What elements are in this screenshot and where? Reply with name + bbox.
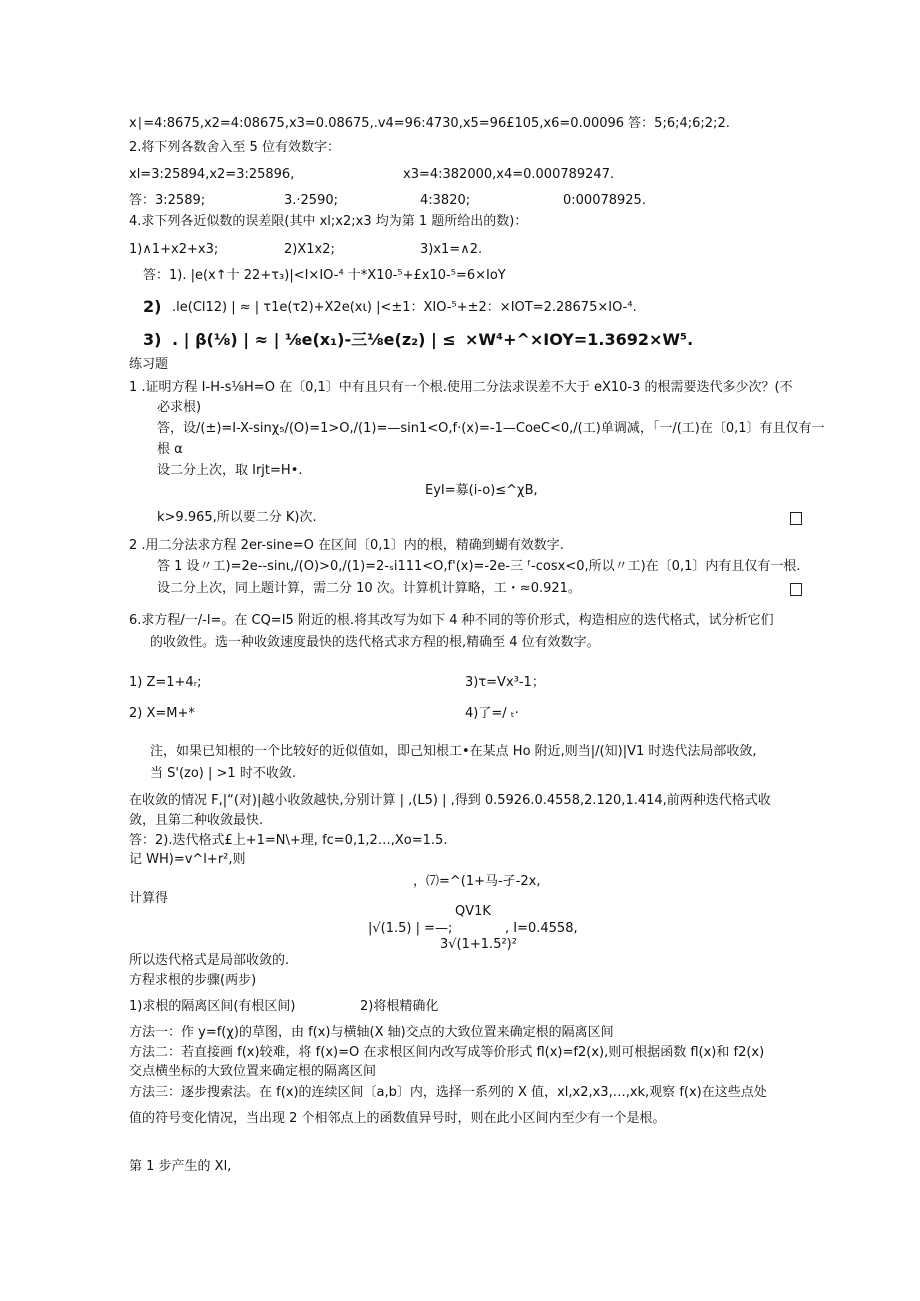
text-line: 6.求方程/一/-l=。在 CQ=I5 附近的根.将其改写为如下 4 种不同的等价形式，构造相应的迭代格式，试分析它们: [129, 613, 774, 628]
text-line: 答 1 设〃工)=2e--sinι,/(O)>0,/(1)=2-ₛi111<O,f'(x)=-2e-三 ᶠ-cosx<0,所以〃工)在〔0,1〕内有且仅有一根.: [157, 559, 801, 574]
text-line: 答：1). |e(x↑十 22+τ₃)|<I×IO-⁴ 十*X10-⁵+£x10-⁵=6×IoY: [143, 268, 506, 283]
text-line: 3)x1=∧2.: [420, 242, 483, 257]
text-line: 在收敛的情况 F,|“(对)|越小收敛越快,分别计算 | ,(L5) | ,得到 0.5926.0.4558,2.120,1.414,前两种迭代格式收: [129, 793, 771, 808]
text-line: 3)τ=Vx³-1；: [465, 675, 545, 690]
text-line: 方法二：若直接画 f(x)较难，将 f(x)=O 在求根区间内改写成等价形式 fl(x)=f2(x),则可根据函数 fl(x)和 f2(x): [129, 1045, 765, 1060]
text-line: 2) X=M+*: [129, 706, 195, 721]
text-line: ，⑺=^(1+马-孑-2x,: [413, 874, 541, 889]
text-line: xl=3:25894,x2=3:25896,: [129, 167, 295, 182]
text-line: 方法一：作 y=f(χ)的草图，由 f(x)与横轴(X 轴)交点的大致位置来确定根的隔离区间: [129, 1025, 614, 1040]
text-line: .le(Cl12) | ≈ | τ1e(τ2)+X2e(xι) |<±1：XIO-⁵+±2：×IOT=2.28675×IO-⁴.: [172, 300, 637, 315]
text-line: 答，设/(±)=I-X-sinχ₅/(O)=1>O,/(1)=—sin1<O,f·(x)=-1—CoeC<0,/(工)单调减，「一/(工)在〔0,1〕有且仅有一: [157, 421, 825, 436]
text-line: k>9.965,所以要二分 K)次.: [157, 510, 317, 525]
text-line: EyI=募(i-o)≤^χB,: [425, 483, 538, 498]
text-line: x∣=4:8675,x2=4:08675,x3=0.08675,.v4=96:4730,x5=96£105,x6=0.00096 答：5;6;4;6;2;2.: [129, 116, 730, 131]
text-line: 0:00078925.: [563, 193, 646, 208]
proof-end-box: [790, 512, 802, 525]
text-line: 4:3820;: [420, 193, 471, 208]
text-line: 设二分上次，取 Irjt=H•.: [157, 463, 303, 478]
text-line: 注，如果已知根的一个比较好的近似值如，即己知根工•在某点 Ho 附近,则当|/(知)|V1 时迭代法局部收敛,: [150, 744, 757, 759]
text-line: 所以迭代格式是局部收敛的.: [129, 953, 290, 968]
text-line: 根 α: [157, 442, 183, 457]
text-line: 答：2).迭代格式£上+1=N\+理, fc=0,1,2…,Xo=1.5.: [129, 833, 448, 848]
text-line: 1 .证明方程 I-H-s⅛H=O 在〔0,1〕中有且只有一个根.使用二分法求误差不大于 eX10-3 的根需要迭代多少次？(不: [129, 380, 793, 395]
proof-end-box: [790, 583, 802, 596]
text-line: 练习题: [129, 357, 169, 372]
text-line: 1) Z=1+4ᵣ;: [129, 675, 202, 690]
text-line: ×W⁴+^×IOY=1.3692×W⁵.: [465, 330, 694, 349]
text-line: 的收敛性。选一种收敛速度最快的迭代格式求方程的根,精确至 4 位有效数字。: [150, 635, 600, 650]
text-line: 计算得: [129, 891, 169, 906]
text-line: 1)求根的隔离区间(有根区间): [129, 999, 296, 1014]
text-line: 敛，且第二种收敛最快.: [129, 813, 264, 828]
text-line: |√(1.5) | =—;: [368, 921, 453, 936]
text-line: 交点横坐标的大致位置来确定根的隔离区间: [129, 1064, 377, 1079]
text-line: 设二分上次，同上题计算，需二分 10 次。计算机计算略，工・≈0.921。: [157, 581, 581, 596]
text-line: 2)将根精确化: [360, 999, 439, 1014]
text-line: 记 WH)=v^l+r²,则: [129, 852, 246, 867]
text-line: 3.·2590;: [284, 193, 338, 208]
text-line: QV1K: [455, 904, 491, 919]
text-line: 1)∧1+x2+x3;: [129, 242, 219, 257]
text-line: 当 S'(zo) | >1 时不收敛.: [150, 766, 296, 781]
text-line: 2 .用二分法求方程 2er-sine=O 在区间〔0,1〕内的根，精确到蝴有效数字.: [129, 538, 564, 553]
text-line: 3): [143, 330, 162, 349]
text-line: 2)X1x2;: [284, 242, 335, 257]
text-line: 第 1 步产生的 Xl,: [129, 1159, 232, 1174]
text-line: . | β(⅛) | ≈ | ⅛e(x₁)-三⅛e(z₂) | ≤: [172, 330, 456, 349]
text-line: 方法三：逐步搜索法。在 f(x)的连续区间〔a,b〕内，选择一系列的 X 值，xl,x2,x3,…,xk,观察 f(x)在这些点处: [129, 1085, 767, 1100]
text-line: 3√(1+1.5²)²: [440, 937, 517, 952]
text-line: 2): [143, 297, 162, 316]
text-line: , I=0.4558,: [505, 921, 578, 936]
text-line: 答：3:2589;: [129, 193, 206, 208]
text-line: x3=4:382000,x4=0.000789247.: [403, 167, 615, 182]
text-line: 值的符号变化情况，当出现 2 个相邻点上的函数值异号时，则在此小区间内至少有一个是根。: [129, 1111, 666, 1126]
text-line: 2.将下列各数舍入至 5 位有效数字：: [129, 140, 340, 155]
text-line: 方程求根的步骤(两步): [129, 973, 257, 988]
text-line: 必求根): [157, 400, 202, 415]
text-line: 4.求下列各近似数的误差限(其中 xl;x2;x3 均为第 1 题所给出的数)：: [129, 214, 528, 229]
text-line: 4)了=/ ₜ·: [465, 706, 519, 721]
